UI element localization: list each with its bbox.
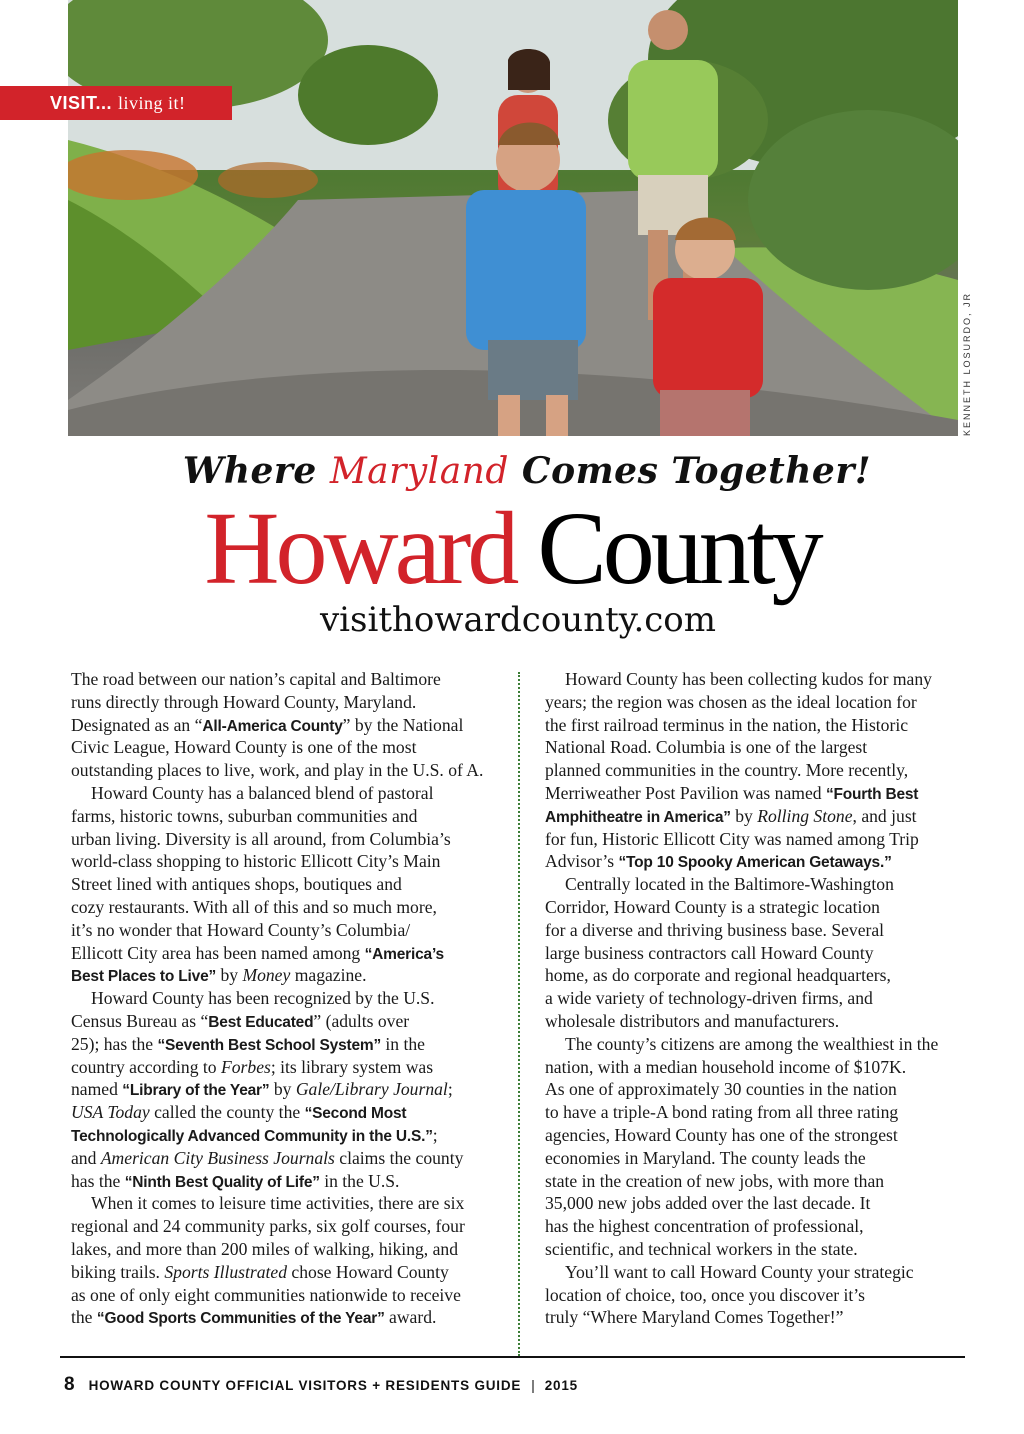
text-run: regional and 24 community parks, six golf courses, four	[71, 1216, 465, 1237]
text-line	[545, 668, 973, 691]
text-line	[71, 736, 511, 759]
text-line	[545, 1215, 973, 1238]
family-walking-illustration	[68, 0, 958, 436]
text-run: ; its library system was	[270, 1056, 434, 1077]
text-run: for a diverse and thriving business base. Several	[545, 919, 885, 940]
footer	[64, 1374, 578, 1398]
text-line	[71, 896, 511, 919]
text-run: When it comes to leisure time activities, there are six	[91, 1193, 465, 1214]
text-run: large business contractors call Howard County	[545, 942, 874, 963]
text-run: chose Howard County	[287, 1261, 449, 1282]
bold-phrase: Amphitheatre in America”	[545, 808, 731, 826]
text-run: farms, historic towns, suburban communities and	[71, 805, 418, 826]
page-title	[0, 491, 1024, 606]
bold-phrase: “Second Most	[304, 1105, 407, 1123]
text-line	[545, 896, 973, 919]
bold-phrase: Best Places to Live”	[71, 968, 217, 986]
text-run: Howard County has been recognized by the U.S.	[91, 988, 435, 1009]
text-run: the	[71, 1307, 97, 1328]
text-line	[71, 873, 511, 896]
text-run: Howard County has a balanced blend of pastoral	[91, 782, 434, 803]
text-line	[71, 1284, 511, 1307]
tagline-part2: Comes Together!	[508, 450, 872, 492]
text-run: economies in Maryland. The county leads the	[545, 1147, 866, 1168]
text-line	[545, 691, 973, 714]
text-run: , and just	[852, 805, 917, 826]
text-run: in the U.S.	[319, 1170, 400, 1191]
text-run: Centrally located in the Baltimore-Washington	[565, 874, 894, 895]
text-run: it’s no wonder that Howard County’s Columbia/	[71, 919, 411, 940]
text-line	[545, 873, 973, 896]
text-run: 35,000 new jobs added over the last decade. It	[545, 1193, 871, 1214]
photo-credit: KENNETH LOSURDO, JR	[962, 291, 972, 436]
text-line	[545, 759, 973, 782]
website-url: visithowardcounty.com	[319, 600, 717, 640]
visit-tag-light: living it!	[118, 92, 186, 113]
text-run: Corridor, Howard County is a strategic location	[545, 896, 880, 917]
text-line	[71, 1010, 511, 1033]
text-line	[71, 1170, 511, 1193]
italic-title: Sports Illustrated	[164, 1261, 288, 1282]
italic-title: Gale/Library Journal	[295, 1079, 448, 1100]
text-run: biking trails.	[71, 1261, 165, 1282]
text-run: 25); has the	[71, 1033, 158, 1054]
text-run: claims the county	[334, 1147, 464, 1168]
text-run: ;	[447, 1079, 453, 1100]
text-run: called the county the	[149, 1102, 305, 1123]
tagline-highlight: Maryland	[329, 451, 509, 492]
italic-title: Money	[242, 965, 291, 986]
text-line	[71, 942, 511, 965]
text-line	[545, 850, 973, 873]
title-county: County	[515, 491, 820, 606]
text-line	[545, 1306, 973, 1329]
bold-phrase: “Seventh Best School System”	[157, 1036, 382, 1054]
text-run: country according to	[71, 1056, 221, 1077]
text-line	[545, 1124, 973, 1147]
text-run: Street lined with antiques shops, boutiques and	[71, 874, 402, 895]
text-run: runs directly through Howard County, Maryland.	[71, 691, 417, 712]
text-line	[71, 1261, 511, 1284]
text-run: for fun, Historic Ellicott City was named among Trip	[545, 828, 919, 849]
text-line	[71, 919, 511, 942]
text-run: cozy restaurants. With all of this and so much more,	[71, 896, 437, 917]
guide-title: HOWARD COUNTY OFFICIAL VISITORS + RESIDENTS GUIDE	[88, 1378, 522, 1393]
text-line	[71, 1124, 511, 1147]
text-line	[71, 691, 511, 714]
italic-title: American City Business Journals	[100, 1147, 335, 1168]
text-line	[71, 759, 511, 782]
text-line	[545, 714, 973, 737]
text-line	[71, 828, 511, 851]
text-run: and	[71, 1147, 101, 1168]
footer-separator: |	[531, 1378, 535, 1393]
italic-title: Rolling Stone	[757, 805, 853, 826]
text-run: a wide variety of technology-driven firms, and	[545, 988, 873, 1009]
text-run: by	[216, 965, 243, 986]
text-run: nation, with a median household income of $107K.	[545, 1056, 907, 1077]
text-run: to have a triple-A bond rating from all three rating	[545, 1102, 899, 1123]
text-line	[545, 1101, 973, 1124]
footer-rule	[60, 1356, 965, 1358]
bold-phrase: “Library of the Year”	[122, 1082, 270, 1100]
text-run: urban living. Diversity is all around, from Columbia’s	[71, 828, 451, 849]
text-line	[545, 1284, 973, 1307]
tagline	[0, 450, 1024, 492]
bold-phrase: “America’s	[364, 945, 444, 963]
text-line	[71, 1238, 511, 1261]
text-run: magazine.	[290, 965, 367, 986]
text-run: award.	[384, 1307, 437, 1328]
text-run: agencies, Howard County has one of the strongest	[545, 1124, 898, 1145]
text-line	[71, 1306, 511, 1329]
visit-tag-strong: VISIT...	[50, 92, 113, 113]
left-column	[71, 668, 511, 1329]
text-line	[71, 1078, 511, 1101]
text-line	[71, 987, 511, 1010]
italic-title: USA Today	[71, 1102, 150, 1123]
text-run: Ellicott City area has been named among	[71, 942, 365, 963]
visit-tag	[0, 86, 232, 120]
text-run: scientific, and technical workers in the state.	[545, 1238, 858, 1259]
text-line	[545, 1170, 973, 1193]
text-run: outstanding places to live, work, and play in the U.S. of A.	[71, 760, 484, 781]
text-line	[71, 1215, 511, 1238]
text-run: Civic League, Howard County is one of the most	[71, 737, 417, 758]
text-run: lakes, and more than 200 miles of walking, hiking, and	[71, 1238, 458, 1259]
italic-title: Forbes	[221, 1056, 271, 1077]
text-run: in the	[381, 1033, 425, 1054]
text-line	[71, 668, 511, 691]
text-line	[71, 1147, 511, 1170]
text-run: by	[730, 805, 758, 826]
text-run: Advisor’s	[545, 851, 619, 872]
text-run: truly “Where Maryland Comes Together!”	[545, 1307, 844, 1328]
text-line	[71, 1192, 511, 1215]
bold-phrase: Technologically Advanced Community in the U.S.”	[71, 1127, 433, 1145]
text-run: You’ll want to call Howard County your strategic	[565, 1261, 914, 1282]
hero-photo	[68, 0, 958, 436]
text-run: as one of only eight communities nationwide to receive	[71, 1284, 461, 1305]
text-line	[545, 987, 973, 1010]
text-run: ” (adults over	[313, 1010, 410, 1031]
text-line	[545, 805, 973, 828]
text-run: location of choice, too, once you discover it’s	[545, 1284, 866, 1305]
text-run: wholesale distributors and manufacturers.	[545, 1010, 840, 1031]
text-run: Designated as an “	[71, 714, 203, 735]
text-run: has the	[71, 1170, 125, 1191]
page-number: 8	[64, 1374, 75, 1395]
text-line	[71, 782, 511, 805]
text-line	[545, 736, 973, 759]
bold-phrase: “Good Sports Communities of the Year”	[96, 1310, 385, 1328]
guide-year: 2015	[544, 1378, 578, 1393]
text-run: years; the region was chosen as the ideal location for	[545, 691, 917, 712]
tagline-part1: Where	[182, 450, 330, 492]
text-run: has the highest concentration of professional,	[545, 1216, 864, 1237]
text-run: named	[71, 1079, 123, 1100]
text-line	[545, 919, 973, 942]
bold-phrase: “Ninth Best Quality of Life”	[124, 1173, 320, 1191]
title-howard: Howard	[204, 491, 516, 606]
text-line	[545, 1056, 973, 1079]
bold-phrase: “Fourth Best	[825, 785, 919, 803]
text-run: ;	[432, 1124, 438, 1145]
right-column	[545, 668, 973, 1329]
text-line	[545, 1192, 973, 1215]
bold-phrase: “Top 10 Spooky American Getaways.”	[618, 854, 892, 872]
text-line	[545, 1238, 973, 1261]
text-line	[71, 714, 511, 737]
text-run: National Road. Columbia is one of the largest	[545, 737, 868, 758]
text-run: Census Bureau as “	[71, 1010, 209, 1031]
text-line	[545, 1033, 973, 1056]
text-run: planned communities in the country. More recently,	[545, 760, 909, 781]
text-run: world-class shopping to historic Ellicott City’s Main	[71, 851, 441, 872]
text-line	[545, 964, 973, 987]
text-line	[545, 1147, 973, 1170]
text-line	[545, 942, 973, 965]
text-run: ” by the National	[342, 714, 464, 735]
text-run: by	[269, 1079, 296, 1100]
text-run: The road between our nation’s capital and Baltimore	[71, 669, 441, 689]
text-run: Merriweather Post Pavilion was named	[545, 782, 826, 803]
text-line	[545, 782, 973, 805]
text-line	[71, 805, 511, 828]
text-line	[545, 1261, 973, 1284]
text-run: As one of approximately 30 counties in the nation	[545, 1079, 897, 1100]
text-line	[71, 850, 511, 873]
text-line	[545, 828, 973, 851]
bold-phrase: All-America County	[202, 717, 343, 735]
text-line	[545, 1078, 973, 1101]
text-run: The county’s citizens are among the wealthiest in the	[565, 1033, 939, 1054]
text-run: state in the creation of new jobs, with more than	[545, 1170, 885, 1191]
text-run: home, as do corporate and regional headquarters,	[545, 965, 891, 986]
text-line	[71, 1101, 511, 1124]
text-line	[71, 1033, 511, 1056]
text-line	[545, 1010, 973, 1033]
text-run: the first railroad terminus in the nation, the Historic	[545, 714, 909, 735]
text-line	[71, 964, 511, 987]
text-line	[71, 1056, 511, 1079]
column-divider	[518, 672, 520, 1356]
bold-phrase: Best Educated	[208, 1013, 314, 1031]
text-run: Howard County has been collecting kudos for many	[565, 669, 932, 689]
